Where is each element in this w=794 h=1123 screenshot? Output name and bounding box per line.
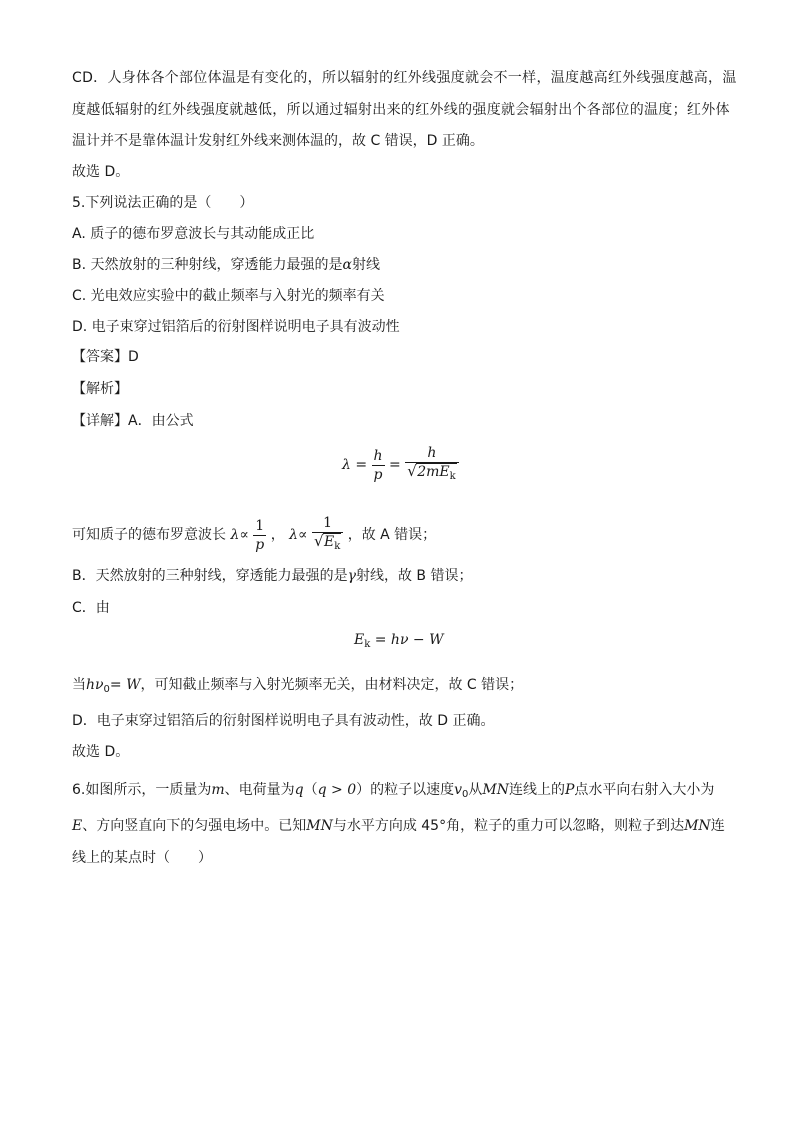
- sqrt-symbol-2: √ $E_k$: [313, 532, 341, 552]
- eq2-E: E: [354, 632, 365, 648]
- c-h-nu: hν: [86, 677, 104, 693]
- detail-a-text: A．由公式: [128, 413, 194, 429]
- c-conclusion: [72, 675, 523, 700]
- b-conclusion-suffix: 射线，故 B 错误；: [355, 568, 473, 584]
- c-label: C．由: [72, 600, 110, 616]
- eq2-sub: k: [364, 639, 371, 650]
- q6-text-i: 与水平方向成 45°角，粒子的重力可以忽略，则粒子到达: [332, 818, 685, 834]
- answer-line: [72, 347, 139, 367]
- sqrt-symbol: √ $2mE_k$: [407, 462, 456, 482]
- q6-e: E: [72, 818, 83, 834]
- detail-line: [72, 411, 194, 431]
- eq1-sub-k: k: [449, 471, 456, 482]
- a-prop2-sub: k: [334, 541, 341, 552]
- answer-value: D: [128, 349, 139, 365]
- answer-label: 【答案】: [72, 349, 128, 365]
- q6-v-sub: 0: [462, 789, 469, 800]
- q6-line1: [72, 780, 714, 805]
- q6-line2: [72, 816, 725, 836]
- a-conclusion-text: 可知质子的德布罗意波长: [72, 527, 226, 543]
- detail-label: 【详解】: [72, 413, 128, 429]
- a-prop2: λ∝: [289, 527, 308, 543]
- a-conclusion: [72, 514, 436, 556]
- eq1-equals-1: =: [355, 457, 368, 473]
- a-prop2-E: E: [323, 534, 335, 550]
- q6-text-a: 6.如图所示，一质量为: [72, 782, 212, 798]
- eq1-equals-2: =: [389, 457, 401, 473]
- eq1-f2-den: [405, 462, 458, 486]
- c-sub-0: 0: [103, 684, 110, 695]
- cd-choose: 故选 D。: [72, 164, 130, 180]
- q6-text-j: 连: [710, 818, 725, 834]
- eq1-f2-num: h: [427, 445, 437, 461]
- q6-text-g: 点水平向右射入大小为: [574, 782, 715, 798]
- c-eq-w: = W: [109, 677, 141, 693]
- q5-stem: 5.下列说法正确的是（ ）: [72, 195, 254, 211]
- cd-explanation-line2: 度越低辐射的红外线强度就越低，所以通过辐射出来的红外线的强度就会辐射出个各部位的温度；红外体: [72, 102, 730, 118]
- q6-text-c: （: [303, 782, 318, 798]
- eq1-2m: 2m: [417, 464, 440, 480]
- q6-text-b: 、电荷量为: [224, 782, 295, 798]
- c-conclusion-text: ，可知截止频率与入射光频率无关，由材料决定，故 C 错误；: [140, 677, 524, 693]
- q6-mn-3: MN: [684, 818, 711, 834]
- q6-text-e: 从: [468, 782, 483, 798]
- q6-q: q: [294, 782, 304, 798]
- equation-de-broglie: [342, 444, 459, 486]
- q6-text-h: 、方向竖直向下的匀强电场中。已知: [82, 818, 307, 834]
- q5-option-d: D. 电子束穿过铝箔后的衍射图样说明电子具有波动性: [72, 319, 400, 335]
- q6-mn-1: MN: [482, 782, 509, 798]
- equation-photoelectric: [354, 632, 443, 650]
- b-conclusion-text: B．天然放射的三种射线，穿透能力最强的是: [72, 568, 348, 584]
- eq1-fraction-h-over-sqrt: [405, 444, 458, 486]
- analysis-label: 【解析】: [72, 381, 128, 397]
- eq1-f1-den: p: [373, 466, 383, 483]
- q6-v: v: [454, 782, 463, 798]
- eq2-rest: = hν − W: [374, 632, 444, 648]
- a-prop2-fraction: [312, 514, 343, 556]
- cd-explanation-line1: CD．人身体各个部位体温是有变化的，所以辐射的红外线强度就会不一样，温度越高红外线强度越高，温: [72, 70, 737, 86]
- a-prop2-num: 1: [323, 515, 333, 531]
- a-prop2-den: [312, 532, 343, 556]
- q5-option-c: C. 光电效应实验中的截止频率与入射光的频率有关: [72, 288, 385, 304]
- a-prop1-fraction: [253, 517, 266, 554]
- q6-line3: 线上的某点时（ ）: [72, 850, 212, 866]
- eq1-fraction-h-over-p: [372, 447, 385, 484]
- a-prop1: λ∝: [230, 527, 249, 543]
- eq1-f1-num: h: [373, 447, 383, 464]
- q5-choose: 故选 D。: [72, 744, 130, 760]
- alpha-symbol: α: [342, 257, 352, 273]
- d-conclusion: D．电子束穿过铝箔后的衍射图样说明电子具有波动性，故 D 正确。: [72, 713, 495, 729]
- eq1-E: E: [439, 464, 450, 480]
- q6-qcond: q > 0: [317, 782, 357, 798]
- q6-p: P: [565, 782, 575, 798]
- q5-option-b: [72, 255, 380, 275]
- eq1-lambda: λ: [342, 457, 351, 473]
- a-separator: ，: [270, 527, 285, 543]
- c-conclusion-prefix: 当: [72, 677, 86, 693]
- a-conclusion-suffix: ，故 A 错误；: [347, 527, 437, 543]
- b-conclusion: [72, 566, 473, 586]
- cd-explanation-line3: 温计并不是靠体温计发射红外线来测体温的，故 C 错误，D 正确。: [72, 133, 484, 149]
- q5-option-b-suffix: 射线: [351, 257, 380, 273]
- q5-option-b-text: B. 天然放射的三种射线，穿透能力最强的是: [72, 257, 343, 273]
- q6-text-d: ）的粒子以速度: [356, 782, 455, 798]
- q6-m: m: [211, 782, 225, 798]
- a-prop1-num: 1: [255, 517, 265, 534]
- a-prop1-den: p: [255, 536, 265, 553]
- q6-text-f: 连线上的: [509, 782, 565, 798]
- q5-option-a: A. 质子的德布罗意波长与其动能成正比: [72, 226, 315, 242]
- gamma-symbol: γ: [347, 568, 356, 584]
- q6-mn-2: MN: [306, 818, 333, 834]
